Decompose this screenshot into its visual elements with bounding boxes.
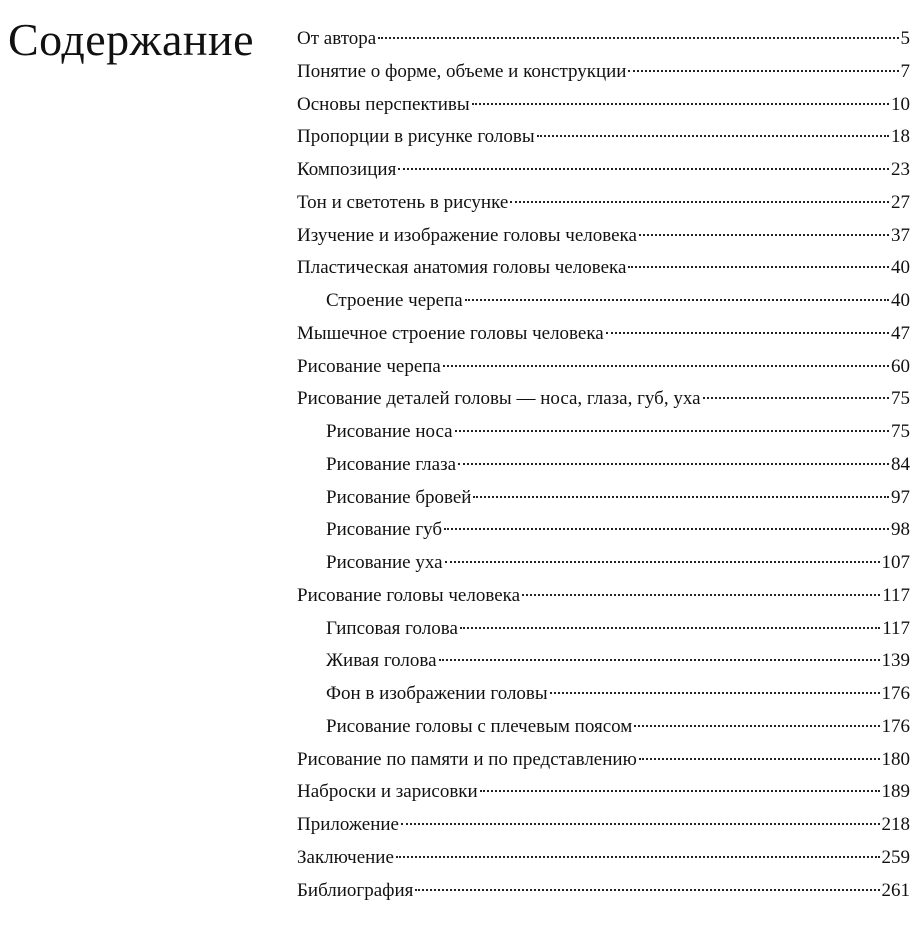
toc-page-number: 5 — [900, 28, 910, 49]
toc-entry-title: Рисование деталей головы — носа, глаза, губ, уха — [297, 388, 701, 410]
toc-entry-title: Рисование губ — [326, 519, 443, 541]
toc-entry — [297, 121, 910, 154]
dot-leader — [639, 234, 889, 236]
dot-leader — [510, 201, 889, 203]
toc-subentry — [297, 514, 910, 547]
dot-leader — [628, 70, 898, 72]
dot-leader — [460, 627, 880, 629]
dot-leader — [458, 463, 889, 465]
toc-page-number: 27 — [891, 191, 910, 213]
toc-entry-title: Наброски и зарисовки — [297, 781, 478, 803]
toc-page-number: 75 — [891, 388, 910, 410]
toc-page-number: 259 — [881, 846, 910, 868]
toc-entry — [297, 187, 910, 220]
toc-entry — [297, 875, 910, 908]
toc-page-number: 37 — [891, 224, 910, 246]
toc-entry-title: Фон в изображении головы — [326, 683, 548, 704]
toc-page-number: 117 — [882, 617, 910, 639]
toc-entry-title: Основы перспективы — [297, 93, 470, 115]
toc-entry-title: Гипсовая голова — [326, 617, 458, 639]
toc-entry-title: Живая голова — [326, 650, 437, 672]
toc-entry-title: Изучение и изображение головы человека — [297, 224, 637, 246]
toc-page-number: 40 — [891, 290, 910, 311]
toc-entry — [297, 809, 910, 842]
toc-subentry — [297, 449, 910, 482]
toc-page-number: 75 — [891, 421, 910, 442]
toc-entry-title: Пластическая анатомия головы человека — [297, 257, 627, 279]
toc-entry — [297, 383, 910, 416]
toc-page-number: 97 — [891, 486, 910, 508]
dot-leader — [550, 692, 880, 694]
toc-subentry — [297, 482, 910, 515]
dot-leader — [378, 37, 898, 39]
toc-entry-title: Рисование по памяти и по представлению — [297, 748, 637, 770]
toc-page-number: 180 — [881, 748, 910, 770]
toc-page-number: 23 — [891, 159, 910, 180]
toc-subentry — [297, 711, 910, 744]
toc-entry-title: Рисование бровей — [326, 486, 472, 508]
toc-page-number: 218 — [881, 814, 910, 835]
toc-entry — [297, 842, 910, 875]
toc-entry — [297, 744, 910, 777]
toc-subentry — [297, 613, 910, 646]
toc-entry-title: Заключение — [297, 846, 394, 868]
dot-leader — [415, 889, 879, 891]
toc-entry — [297, 580, 910, 613]
toc-page-number: 117 — [882, 584, 910, 606]
dot-leader — [396, 856, 880, 858]
toc-subentry — [297, 645, 910, 678]
toc-page-number: 261 — [881, 879, 910, 901]
dot-leader — [480, 790, 880, 792]
dot-leader — [443, 365, 889, 367]
toc-page-number: 176 — [881, 715, 910, 737]
toc-subentry — [297, 416, 910, 449]
toc-entry-title: Рисование черепа — [297, 355, 441, 377]
toc-subentry — [297, 678, 910, 711]
dot-leader — [473, 496, 889, 498]
dot-leader — [465, 299, 889, 301]
toc-entry — [297, 776, 910, 809]
dot-leader — [472, 103, 889, 105]
toc-entry-title: Рисование головы человека — [297, 584, 521, 606]
toc-page-number: 7 — [900, 60, 910, 82]
dot-leader — [439, 659, 880, 661]
toc-entry-title: Пропорции в рисунке головы — [297, 126, 535, 148]
toc-page-number: 10 — [891, 93, 910, 115]
toc-entry-title: Рисование глаза — [326, 453, 457, 475]
dot-leader — [703, 397, 889, 399]
toc-subentry — [297, 285, 910, 318]
toc-entry-title: Рисование носа — [326, 421, 453, 442]
toc-page-number: 60 — [891, 355, 910, 377]
dot-leader — [639, 758, 880, 760]
dot-leader — [444, 528, 889, 530]
toc-entry — [297, 220, 910, 253]
toc-entry — [297, 154, 910, 187]
toc-entry-title: Тон и светотень в рисунке — [297, 191, 509, 213]
toc-page-number: 40 — [891, 257, 910, 279]
dot-leader — [398, 168, 889, 170]
table-of-contents — [297, 23, 910, 907]
dot-leader — [628, 266, 889, 268]
dot-leader — [522, 594, 880, 596]
toc-page-number: 47 — [891, 322, 910, 344]
toc-entry-title: От автора — [297, 28, 377, 49]
toc-entry — [297, 318, 910, 351]
toc-page-number: 18 — [891, 126, 910, 148]
dot-leader — [537, 135, 889, 137]
toc-subentry — [297, 547, 910, 580]
toc-page-number: 107 — [881, 552, 910, 573]
page-title: Содержание — [8, 14, 255, 65]
toc-entry — [297, 23, 910, 56]
dot-leader — [455, 430, 889, 432]
toc-page-number: 189 — [881, 781, 910, 803]
dot-leader — [401, 823, 880, 825]
toc-entry-title: Композиция — [297, 159, 397, 180]
toc-entry — [297, 56, 910, 89]
toc-entry-title: Мышечное строение головы человека — [297, 322, 604, 344]
toc-entry — [297, 252, 910, 285]
toc-entry-title: Строение черепа — [326, 290, 463, 311]
toc-page-number: 84 — [891, 453, 910, 475]
toc-entry-title: Библиография — [297, 879, 414, 901]
toc-entry-title: Понятие о форме, объеме и конструкции — [297, 60, 627, 82]
toc-page-number: 139 — [881, 650, 910, 672]
toc-entry — [297, 351, 910, 384]
dot-leader — [445, 561, 880, 563]
toc-page-number: 176 — [881, 683, 910, 704]
toc-page-number: 98 — [891, 519, 910, 541]
dot-leader — [606, 332, 889, 334]
toc-entry — [297, 89, 910, 122]
toc-entry-title: Приложение — [297, 814, 399, 835]
toc-entry-title: Рисование уха — [326, 552, 443, 573]
dot-leader — [634, 725, 879, 727]
toc-entry-title: Рисование головы с плечевым поясом — [326, 715, 633, 737]
